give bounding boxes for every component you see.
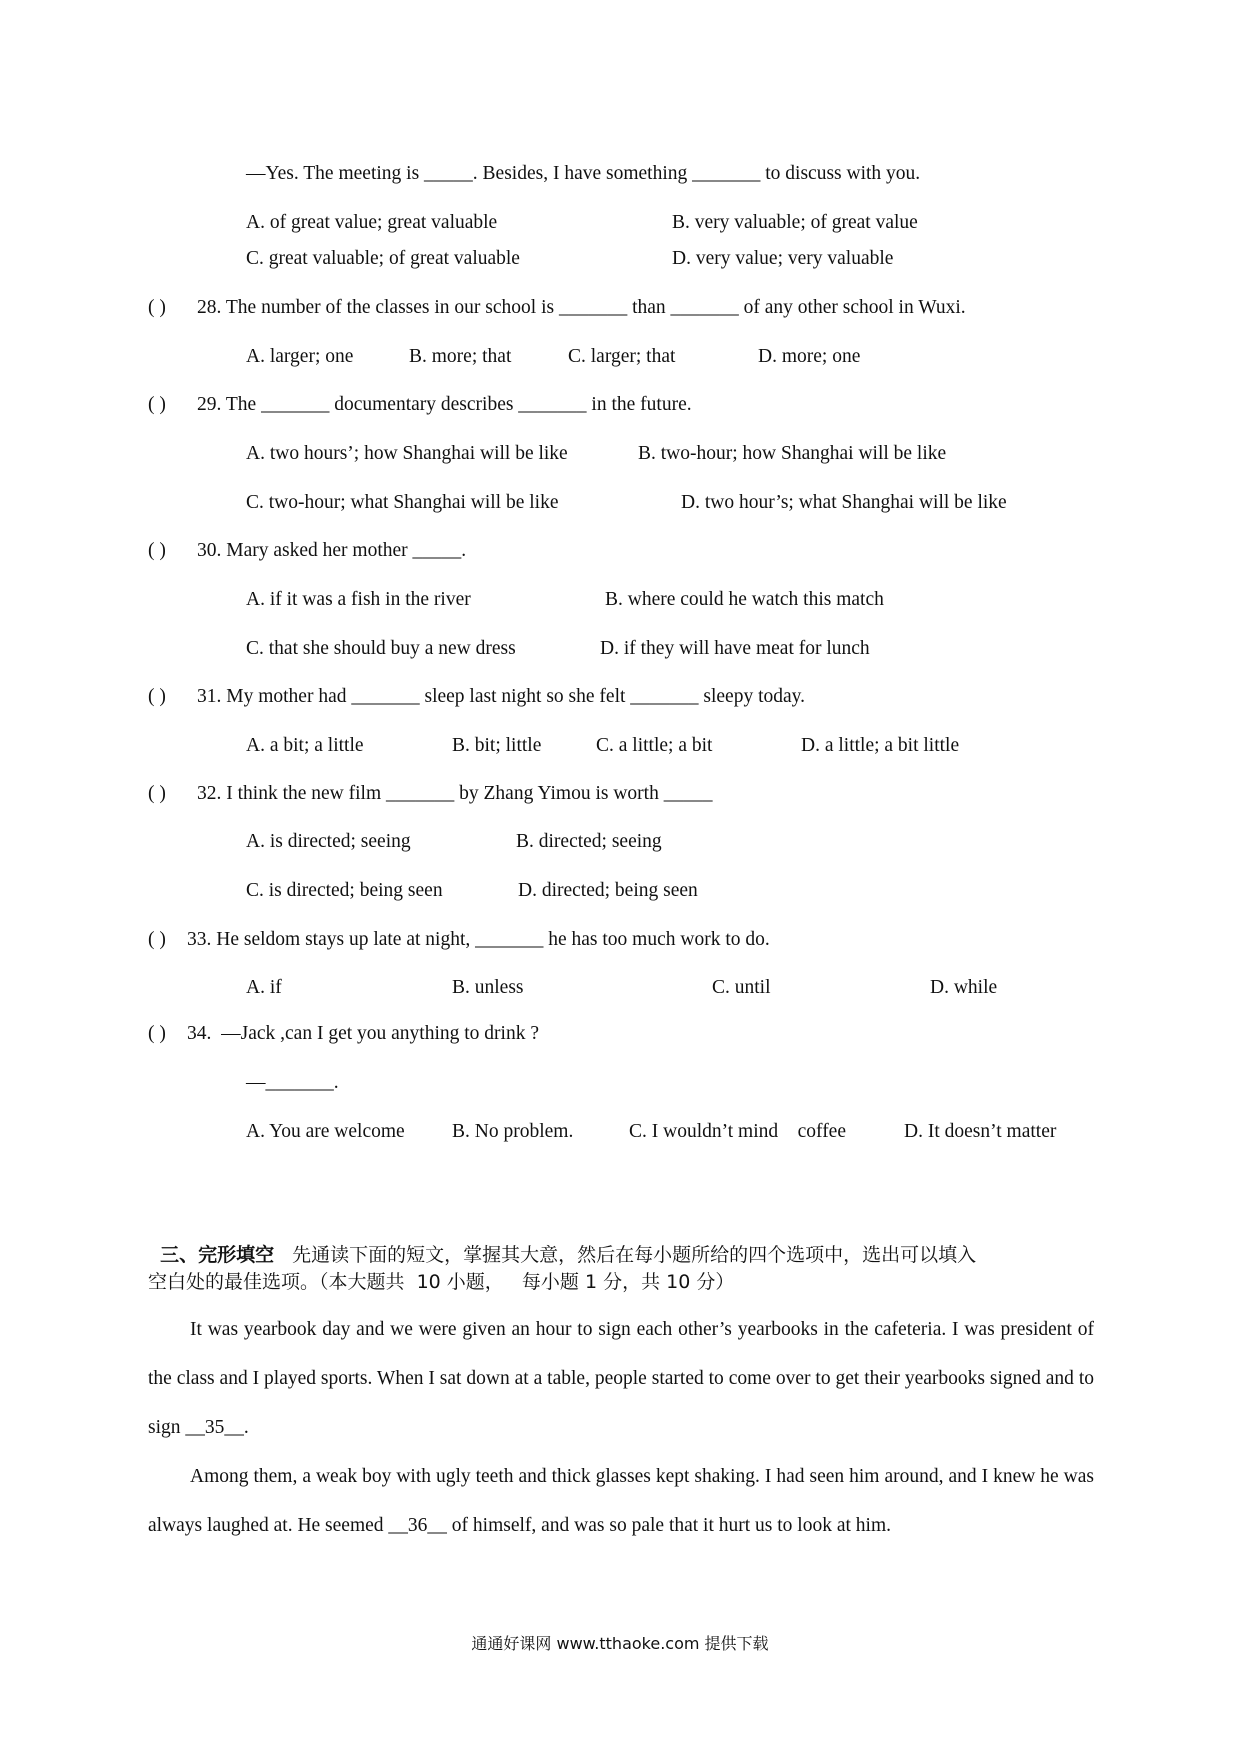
cloze-paragraph-2: Among them, a weak boy with ugly teeth and thick glasses kept shaking. I had seen him around, and I knew he was always laughed at. He seemed __36__ of himself, and was so pale that it hurt us to look at him. xyxy=(148,1466,1094,1536)
cloze-paragraph-1: It was yearbook day and we were given an hour to sign each other’s yearbooks in the cafeteria. I was president of the class and I played sports. When I sat down at a table, people started to come over to get their yearbooks signed and to sign __35__. xyxy=(148,1319,1094,1438)
q31-answer-blank: ( ) xyxy=(148,686,166,707)
q29-option-d: D. two hour’s; what Shanghai will be like xyxy=(681,492,1007,513)
q30-option-d: D. if they will have meat for lunch xyxy=(600,638,870,659)
q27-stem-continuation: —Yes. The meeting is _____. Besides, I have something _______ to discuss with you. xyxy=(246,163,921,184)
q28-option-a: A. larger; one xyxy=(246,346,354,367)
q32-answer-blank: ( ) xyxy=(148,783,166,804)
q29-option-b: B. two-hour; how Shanghai will be like xyxy=(638,443,947,464)
q34-answer-blank: ( ) xyxy=(148,1023,166,1044)
q33-answer-blank: ( ) xyxy=(148,929,166,950)
q31-option-d: D. a little; a bit little xyxy=(801,735,960,756)
q33-option-d: D. while xyxy=(930,977,998,998)
q31-stem: 31. My mother had _______ sleep last night so she felt _______ sleepy today. xyxy=(197,686,806,707)
q33-stem: 33. He seldom stays up late at night, _______ he has too much work to do. xyxy=(187,929,770,950)
q29-option-c: C. two-hour; what Shanghai will be like xyxy=(246,492,559,513)
section3-instructions-line2: 空白处的最佳选项。（本大题共 10 小题， 每小题 1 分，共 10 分） xyxy=(148,1271,735,1293)
q33-option-c: C. until xyxy=(712,977,771,998)
q31-option-b: B. bit; little xyxy=(452,735,542,756)
q27-option-d: D. very value; very valuable xyxy=(672,248,894,269)
section3-title: 三、完形填空 xyxy=(160,1244,275,1266)
q32-stem: 32. I think the new film _______ by Zhang Yimou is worth _____ xyxy=(197,783,713,804)
section3-heading xyxy=(148,1218,976,1267)
q30-option-a: A. if it was a fish in the river xyxy=(246,589,471,610)
q29-answer-blank: ( ) xyxy=(148,394,166,415)
q28-answer-blank: ( ) xyxy=(148,297,166,318)
q32-option-c: C. is directed; being seen xyxy=(246,880,443,901)
q28-option-d: D. more; one xyxy=(758,346,861,367)
q31-option-a: A. a bit; a little xyxy=(246,735,364,756)
q33-option-b: B. unless xyxy=(452,977,524,998)
q29-stem: 29. The _______ documentary describes _______ in the future. xyxy=(197,394,692,415)
q27-option-c: C. great valuable; of great valuable xyxy=(246,248,520,269)
q32-option-d: D. directed; being seen xyxy=(518,880,698,901)
q28-stem: 28. The number of the classes in our school is _______ than _______ of any other school in Wuxi. xyxy=(197,297,966,318)
q30-answer-blank: ( ) xyxy=(148,540,166,561)
q34-option-d: D. It doesn’t matter xyxy=(904,1121,1057,1142)
q34-option-a: A. You are welcome xyxy=(246,1121,405,1142)
q27-option-a: A. of great value; great valuable xyxy=(246,212,498,233)
q29-option-a: A. two hours’; how Shanghai will be like xyxy=(246,443,568,464)
q34-option-c: C. I wouldn’t mind coffee xyxy=(629,1121,846,1142)
q30-option-c: C. that she should buy a new dress xyxy=(246,638,516,659)
q33-option-a: A. if xyxy=(246,977,282,998)
section3-instructions-line1: 先通读下面的短文，掌握其大意，然后在每小题所给的四个选项中，选出可以填入 xyxy=(292,1244,977,1266)
q34-stem: 34. —Jack ,can I get you anything to drink ? xyxy=(187,1023,539,1044)
q30-stem: 30. Mary asked her mother _____. xyxy=(197,540,467,561)
q28-option-c: C. larger; that xyxy=(568,346,676,367)
q34-answer-line: —_______. xyxy=(246,1072,339,1093)
page-footer: 通通好课网 www.tthaoke.com 提供下载 xyxy=(471,1634,769,1653)
q27-option-b: B. very valuable; of great value xyxy=(672,212,918,233)
q34-option-b: B. No problem. xyxy=(452,1121,574,1142)
q31-option-c: C. a little; a bit xyxy=(596,735,713,756)
q30-option-b: B. where could he watch this match xyxy=(605,589,884,610)
q32-option-b: B. directed; seeing xyxy=(516,831,662,852)
q28-option-b: B. more; that xyxy=(409,346,512,367)
q32-option-a: A. is directed; seeing xyxy=(246,831,411,852)
